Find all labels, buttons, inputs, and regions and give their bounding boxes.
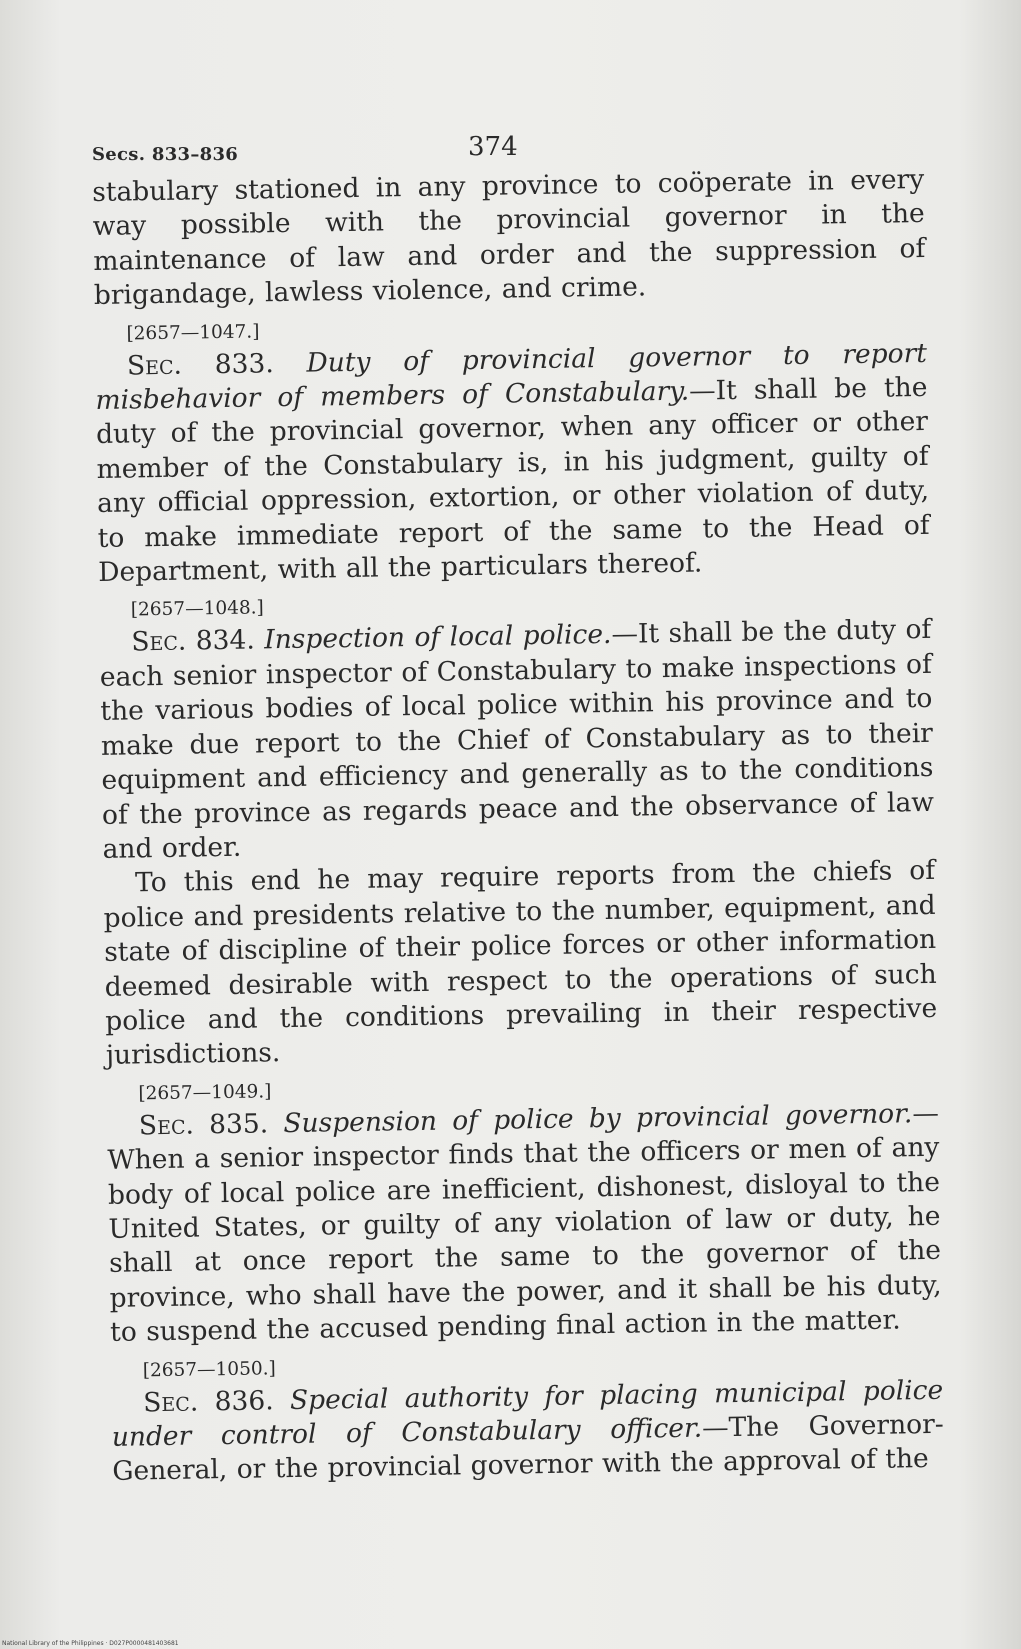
scan-footer: National Library of the Philippines · D027P0000481403681: [2, 1640, 179, 1647]
section-label: Sec. 835.: [138, 1108, 269, 1142]
section-paragraph: [111, 1373, 945, 1489]
section-paragraph: [95, 337, 931, 591]
intro-paragraph: stabulary stationed in any province to coöperate in every way possible with the provincial governor in the maintenance of law and order and the suppression of brigandage, lawless violence, and crime.: [92, 163, 926, 312]
section-continuation: To this end he may require reports from the chiefs of police and presidents relative to the number, equipment, and state of discipline of their police forces or other information deemed desirable with respect to the operations of such police and the conditions prevailing in their respective jurisdictions.: [103, 855, 938, 1072]
page-number: 374: [468, 132, 518, 162]
section-835: [106, 1069, 942, 1351]
section-heading: Duty of provincial governor to report misbehavior of members of Constabulary.: [95, 337, 928, 417]
section-reference: [2657—1050.]: [142, 1357, 276, 1381]
section-paragraph: [99, 613, 935, 867]
section-reference: [2657—1048.]: [130, 597, 264, 621]
section-paragraph: [107, 1097, 943, 1351]
section-body: —It shall be the duty of the provincial governor, when any officer or other member of the Constabulary is, in his judgment, guilty of any official oppression, extortion, or other violation of duty, to make immediate report of the same to the Head of Department, with all the particulars thereof.: [95, 371, 930, 589]
section-range: Secs. 833–836: [92, 144, 239, 165]
section-836: [111, 1345, 945, 1489]
section-body: —It shall be the duty of each senior inspector of Constabulary to make inspections of the various bodies of local police within his province and to make due report to the Chief of Constabulary as to their equipment and efficiency and generally as to the conditions of the province as regards peace and the observance of law and order.: [99, 614, 935, 865]
section-label: Sec. 834.: [131, 624, 256, 658]
section-reference: [2657—1047.]: [126, 321, 260, 345]
section-body: —When a senior inspector finds that the officers or men of any body of local police are inefficient, dishonest, disloyal to the United States, or guilty of any violation of law or duty, he shall at once report the same to the governor of the province, who shall have the power, and it shall be his duty, to suspend the accused pending final action in the matter.: [107, 1097, 942, 1349]
section-833: [94, 309, 930, 591]
section-label: Sec. 836.: [143, 1384, 274, 1418]
section-heading: Special authority for placing municipal police under control of Constabulary officer.: [111, 1374, 944, 1453]
section-reference: [2657—1049.]: [138, 1081, 272, 1105]
section-834: [99, 585, 938, 1073]
page-body: [92, 163, 945, 1490]
section-label: Sec. 833.: [126, 347, 274, 382]
section-heading: Inspection of local police.: [263, 619, 612, 656]
section-heading: Suspension of police by provincial governor.: [283, 1097, 913, 1139]
section-body: —The Governor-General, or the provincial governor with the approval of the: [112, 1408, 944, 1488]
